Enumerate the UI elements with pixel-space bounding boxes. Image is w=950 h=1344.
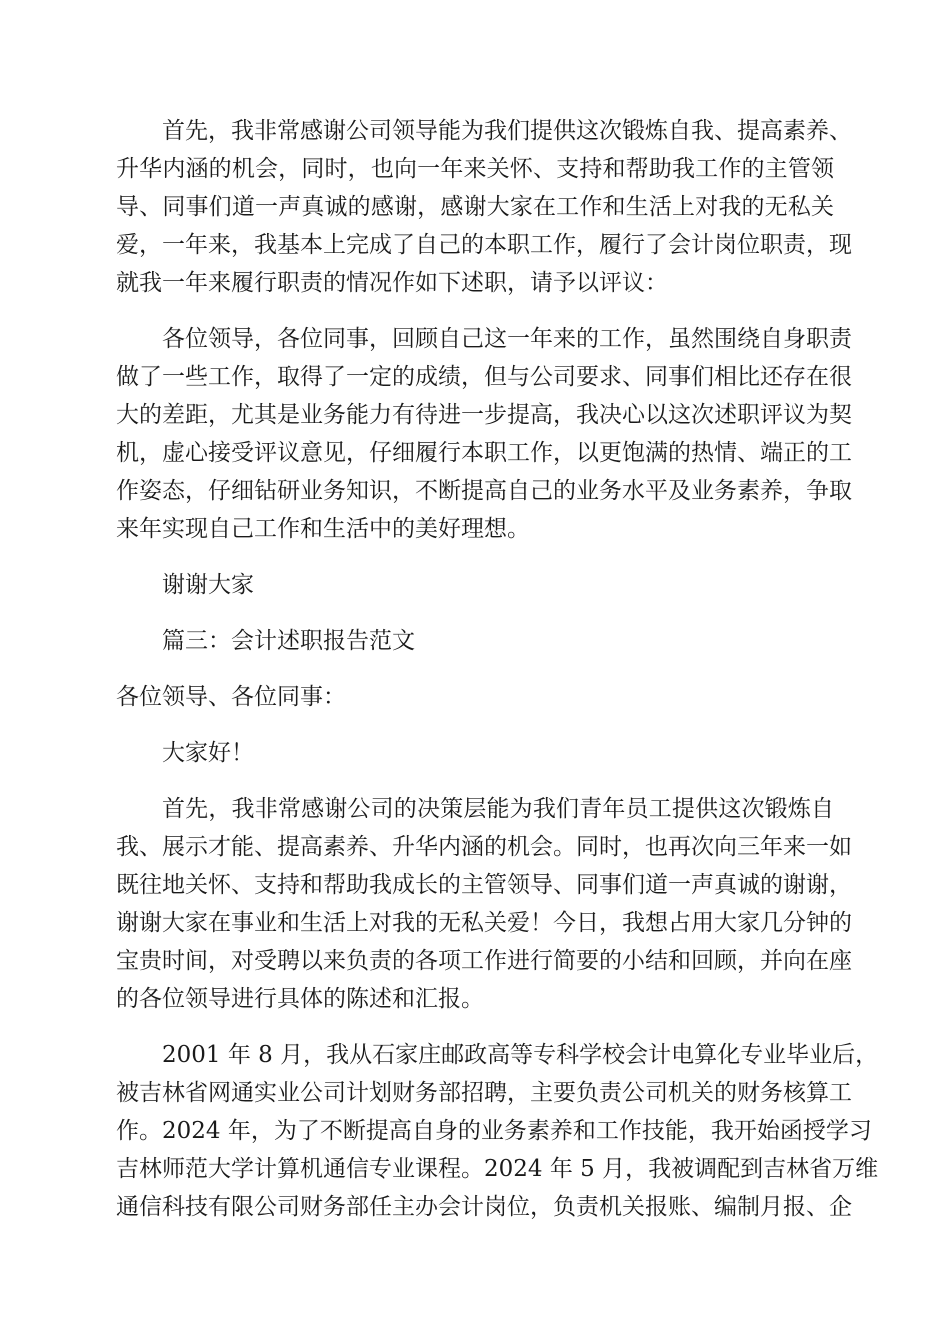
- text-line: 升华内涵的机会，同时，也向一年来关怀、支持和帮助我工作的主管领: [116, 156, 834, 182]
- text-line: 就我一年来履行职责的情况作如下述职，请予以评议：: [116, 270, 668, 296]
- text-line: 的各位领导进行具体的陈述和汇报。: [116, 986, 484, 1012]
- text-line: 谢谢大家在事业和生活上对我的无私关爱！今日，我想占用大家几分钟的: [116, 910, 852, 936]
- text-line: 被吉林省网通实业公司计划财务部招聘，主要负责公司机关的财务核算工: [116, 1080, 852, 1106]
- text-line: 2001 年 8 月，我从石家庄邮政高等专科学校会计电算化专业毕业后，: [162, 1042, 879, 1068]
- text-line: 首先，我非常感谢公司领导能为我们提供这次锻炼自我、提高素养、: [162, 118, 852, 144]
- section-title: 篇三：会计述职报告范文: [162, 628, 415, 654]
- text-line: 来年实现自己工作和生活中的美好理想。: [116, 516, 530, 542]
- text-line: 爱，一年来，我基本上完成了自己的本职工作，履行了会计岗位职责，现: [116, 232, 852, 258]
- text-line: 导、同事们道一声真诚的感谢，感谢大家在工作和生活上对我的无私关: [116, 194, 834, 220]
- text-line: 作。2024 年，为了不断提高自身的业务素养和工作技能，我开始函授学习: [116, 1118, 872, 1144]
- text-line: 做了一些工作，取得了一定的成绩，但与公司要求、同事们相比还存在很: [116, 364, 852, 390]
- text-line: 作姿态，仔细钻研业务知识，不断提高自己的业务水平及业务素养，争取: [116, 478, 852, 504]
- document-page: [116, 112, 879, 1244]
- thanks-line: 谢谢大家: [162, 572, 254, 598]
- text-line: 宝贵时间，对受聘以来负责的各项工作进行简要的小结和回顾，并向在座: [116, 948, 852, 974]
- text-line: 通信科技有限公司财务部任主办会计岗位，负责机关报账、编制月报、企: [116, 1194, 852, 1220]
- paragraph-4: [116, 1036, 879, 1226]
- text-line: 机，虚心接受评议意见，仔细履行本职工作，以更饱满的热情、端正的工: [116, 440, 852, 466]
- text-line: 各位领导，各位同事，回顾自己这一年来的工作，虽然围绕自身职责: [162, 326, 852, 352]
- text-line: 大的差距，尤其是业务能力有待进一步提高，我决心以这次述职评议为契: [116, 402, 852, 428]
- paragraph-2: [116, 320, 852, 548]
- text-line: 首先，我非常感谢公司的决策层能为我们青年员工提供这次锻炼自: [162, 796, 834, 822]
- text-line: 我、展示才能、提高素养、升华内涵的机会。同时，也再次向三年来一如: [116, 834, 852, 860]
- salutation: 各位领导、各位同事：: [116, 684, 346, 710]
- greeting: 大家好！: [162, 740, 254, 766]
- text-line: 既往地关怀、支持和帮助我成长的主管领导、同事们道一声真诚的谢谢，: [116, 872, 852, 898]
- paragraph-3: [116, 790, 852, 1018]
- text-line: 吉林师范大学计算机通信专业课程。2024 年 5 月，我被调配到吉林省万维: [116, 1156, 879, 1182]
- paragraph-1: [116, 112, 852, 302]
